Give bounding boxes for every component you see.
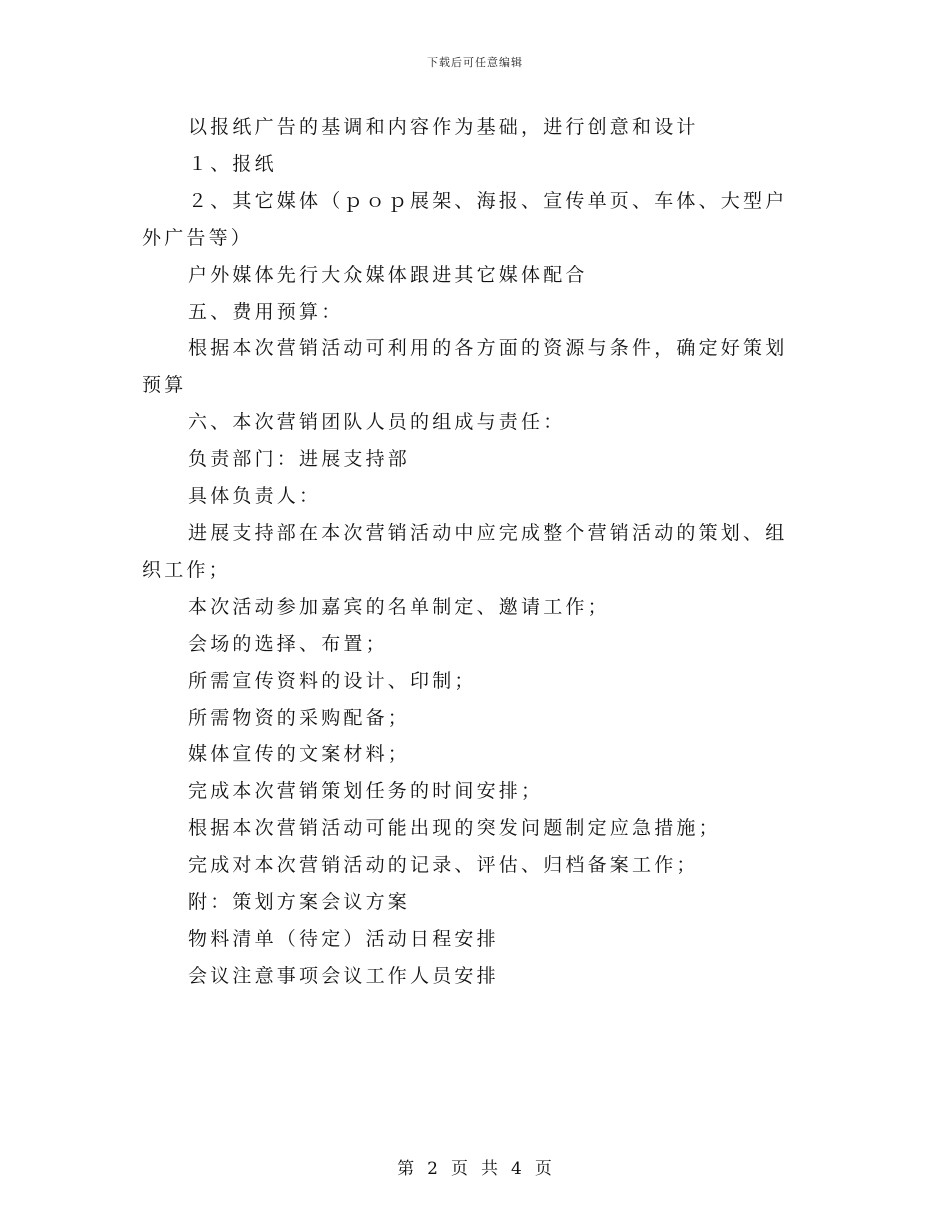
document-body xyxy=(142,109,807,995)
paragraph: 所需物资的采购配备； xyxy=(188,706,411,729)
paragraph: 六、本次营销团队人员的组成与责任： xyxy=(188,411,566,434)
paragraph: ２、其它媒体（ｐｏｐ展架、海报、宣传单页、车体、大型户外广告等） xyxy=(142,189,788,249)
paragraph: 五、费用预算： xyxy=(188,300,344,323)
paragraph: 根据本次营销活动可能出现的突发问题制定应急措施； xyxy=(188,817,721,840)
paragraph: 具体负责人： xyxy=(188,485,322,508)
paragraph: 附：策划方案会议方案 xyxy=(188,891,411,914)
footer-word-ye: 页 xyxy=(451,1159,469,1179)
paragraph: 媒体宣传的文案材料； xyxy=(188,743,411,766)
footer-current-page: 2 xyxy=(427,1159,439,1179)
paragraph: 户外媒体先行大众媒体跟进其它媒体配合 xyxy=(188,263,588,286)
paragraph: １、报纸 xyxy=(188,152,277,175)
footer-total-pages: 4 xyxy=(511,1159,523,1179)
paragraph: 完成本次营销策划任务的时间安排； xyxy=(188,780,544,803)
paragraph: 会场的选择、布置； xyxy=(188,632,388,655)
page-footer xyxy=(0,1154,950,1179)
footer-word-total: 共 xyxy=(481,1159,499,1179)
paragraph: 根据本次营销活动可利用的各方面的资源与条件，确定好策划预算 xyxy=(142,337,788,397)
paragraph: 完成对本次营销活动的记录、评估、归档备案工作； xyxy=(188,854,699,877)
paragraph: 所需宣传资料的设计、印制； xyxy=(188,669,477,692)
page-header: 下载后可任意编辑 xyxy=(427,56,523,69)
paragraph: 负责部门：进展支持部 xyxy=(188,448,411,471)
paragraph: 物料清单（待定）活动日程安排 xyxy=(188,927,499,950)
paragraph: 以报纸广告的基调和内容作为基础，进行创意和设计 xyxy=(188,116,699,138)
paragraph: 进展支持部在本次营销活动中应完成整个营销活动的策划、组织工作； xyxy=(142,521,788,581)
paragraph: 本次活动参加嘉宾的名单制定、邀请工作； xyxy=(188,595,610,618)
footer-word-page: 第 xyxy=(397,1159,416,1179)
footer-word-ye2: 页 xyxy=(534,1159,553,1179)
paragraph: 会议注意事项会议工作人员安排 xyxy=(188,964,499,987)
